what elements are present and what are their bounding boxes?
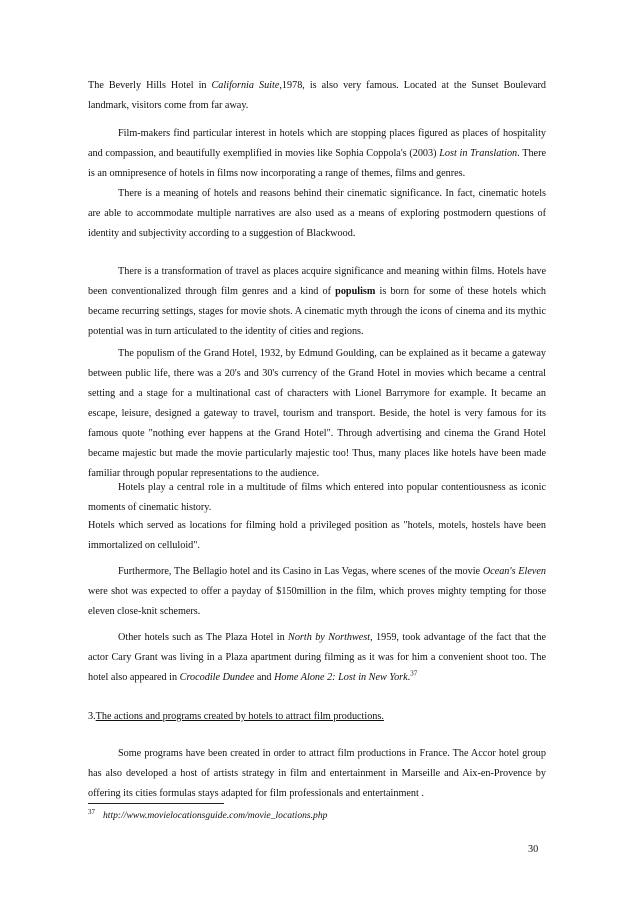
footnote-link[interactable]: http://www.movielocationsguide.com/movie_locations.php — [103, 810, 328, 822]
paragraph-hotels-central-role: Hotels play a central role in a multitude of films which entered into popular contentiousness as iconic moments of cinematic history. — [88, 482, 546, 513]
paragraph-plaza-hotel — [88, 628, 546, 688]
paragraph-transformation-of-travel — [88, 262, 546, 342]
bold-term: populism — [335, 286, 376, 297]
text-run: Other hotels such as The Plaza Hotel in — [118, 632, 289, 643]
section-number: 3. — [88, 711, 96, 722]
text-run: . There is an omnipresence of hotels in films now incorporating a range of themes, films and genres. — [88, 148, 546, 179]
paragraph-meaning-of-hotels: There is a meaning of hotels and reasons behind their cinematic significance. In fact, cinematic hotels are able to accommodate multiple narratives are also used as a means of exploring postmodern questions of identity and subjectivity according to a suggestion of Blackwood. — [88, 188, 546, 239]
text-run: were shot was expected to offer a payday of $150million in the film, which proves mighty tempting for those eleven close-knit schemers. — [88, 586, 546, 617]
paragraph-film-makers — [88, 124, 546, 184]
paragraph-beverly-hills — [88, 76, 546, 116]
paragraph-hotels-filming-locations: Hotels which served as locations for filming hold a privileged position as "hotels, motels, hostels have been immortalized on celluloid". — [88, 520, 546, 551]
footnote-divider — [88, 803, 224, 804]
text-run: Furthermore, The Bellagio hotel and its Casino in Las Vegas, where scenes of the movie — [118, 566, 483, 577]
film-title: Lost in Translation — [439, 148, 518, 159]
footnote — [88, 808, 327, 821]
paragraph-bellagio — [88, 562, 546, 622]
text-run: and — [254, 672, 275, 683]
paragraph-programs: Some programs have been created in order to attract film productions in France. The Accor hotel group has also developed a host of artists strategy in film and entertainment in Marseille and Aix-en-Provence by offering its cities formulas stays adapted for film professionals and entertainment . — [88, 748, 546, 799]
film-title: California Suite — [211, 80, 280, 91]
film-title: Ocean's Eleven — [482, 566, 546, 577]
text-run: ,1978, is also very famous. Located at the Sunset Boulevard landmark, visitors come from far away. — [88, 80, 546, 111]
page-number: 30 — [528, 844, 539, 855]
text-run: Film-makers find particular interest in hotels which are stopping places figured as places of hospitality and compassion, and beautifully exemplified in movies like Sophia Coppola's (2003) — [88, 128, 546, 159]
text-run: The Beverly Hills Hotel in — [88, 80, 212, 91]
text-run: is born for some of these hotels which became recurring settings, stages for movie shots. A cinematic myth through the icons of cinema and its mythic potential was in turn articulated to the identity of cities and regions. — [88, 286, 546, 337]
film-title: Home Alone 2: Lost in New York — [274, 672, 408, 683]
footnote-reference[interactable]: 37 — [410, 669, 418, 678]
text-run: There is a transformation of travel as places acquire significance and meaning within films. Hotels have been conventionalized through film genres and a kind of — [88, 266, 546, 297]
text-run: , 1959, took advantage of the fact that the actor Cary Grant was living in a Plaza apartment during filming as it was for him a convenient shoot too. The hotel also appeared in — [88, 632, 546, 683]
section-heading — [88, 711, 384, 722]
footnote-mark: 37 — [88, 808, 95, 816]
text-run: . — [407, 672, 411, 683]
section-title: The actions and programs created by hotels to attract film productions. — [95, 711, 384, 722]
paragraph-grand-hotel: The populism of the Grand Hotel, 1932, by Edmund Goulding, can be explained as it became a gateway between public life, there was a 20's and 30's currency of the Grand Hotel in movies which became a central setting and a stage for a multinational cast of characters with Lionel Barrymore for example. It became an escape, leisure, designed a gateway to travel, tourism and transport. Beside, the hotel is very famous for its famous quote "nothing ever happens at the Grand Hotel". Through advertising and cinema the Grand Hotel became majestic but made the movie particularly majestic too! Thus, many places like hotels have been made familiar through popular representations to the audience. — [88, 348, 546, 479]
film-title: Crocodile Dundee — [179, 672, 255, 683]
film-title: North by Northwest — [288, 632, 371, 643]
